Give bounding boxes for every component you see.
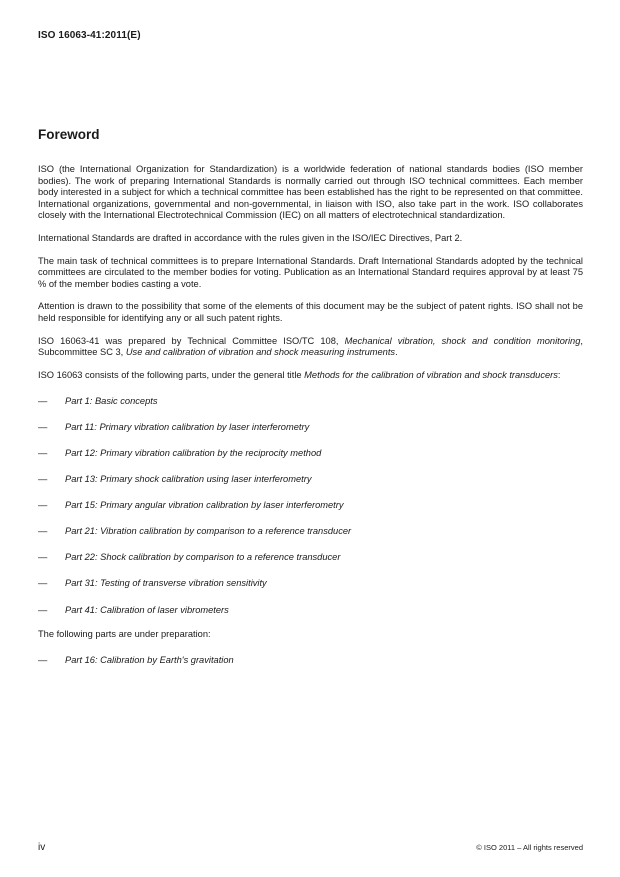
- list-item-text: Part 41: Calibration of laser vibrometers: [65, 604, 229, 615]
- foreword-paragraph-3: The main task of technical committees is to prepare International Standards. Draft International Standards adopted by the technical committees are circulated to the member bodies for voting. Publication as an International Standard requires approval by at least 75 % of the member bodies casting a vote.: [38, 255, 583, 289]
- list-item-text: Part 13: Primary shock calibration using laser interferometry: [65, 474, 312, 485]
- foreword-paragraph-4: Attention is drawn to the possibility that some of the elements of this document may be the subject of patent rights. ISO shall not be held responsible for identifying any or all such patent rights.: [38, 301, 583, 323]
- document-header: ISO 16063-41:2011(E): [38, 30, 141, 41]
- foreword-paragraph-5: [38, 336, 583, 359]
- list-dash: —: [38, 395, 48, 406]
- list-item-text: Part 31: Testing of transverse vibration sensitivity: [65, 578, 267, 589]
- parts-list-item: [38, 396, 583, 408]
- under-preparation-list: [38, 655, 583, 667]
- parts-list-item: [38, 605, 583, 617]
- foreword-paragraph-2: International Standards are drafted in accordance with the rules given in the ISO/IEC Directives, Part 2.: [38, 232, 463, 243]
- parts-list-item: [38, 422, 583, 434]
- parts-list-item: [38, 526, 583, 538]
- under-preparation-item: [38, 655, 583, 667]
- list-dash: —: [38, 421, 48, 432]
- page-title: Foreword: [38, 127, 100, 142]
- paragraph-5-text: .: [395, 347, 398, 358]
- parts-list-item: [38, 578, 583, 590]
- list-item-text: Part 21: Vibration calibration by comparison to a reference transducer: [65, 526, 352, 537]
- list-item-text: Part 15: Primary angular vibration calibration by laser interferometry: [65, 500, 344, 511]
- list-item-text: Part 12: Primary vibration calibration by the reciprocity method: [65, 448, 322, 458]
- page-number: iv: [38, 842, 46, 853]
- list-dash: —: [38, 552, 48, 563]
- under-preparation-intro: The following parts are under preparation:: [38, 629, 211, 640]
- paragraph-5-text: , Subcommittee SC 3,: [38, 335, 583, 358]
- paragraph-6-text: :: [557, 369, 561, 380]
- parts-list-item: [38, 552, 583, 564]
- list-dash: —: [38, 474, 48, 485]
- list-item-text: Part 11: Primary vibration calibration by laser interferometry: [65, 421, 310, 432]
- parts-list-item: [38, 500, 583, 512]
- copyright-notice: © ISO 2011 – All rights reserved: [476, 843, 583, 852]
- foreword-paragraph-1: ISO (the International Organization for Standardization) is a worldwide federation of national standards bodies (ISO member bodies). The work of preparing International Standards is normally carried out through ISO technical committees. Each member body interested in a subject for which a technical committee has been established has the right to be represented on that committee. International organizations, governmental and non-governmental, in liaison with ISO, also take part in the work. ISO collaborates closely with the International Electrotechnical Commission (IEC) on all matters of electrotechnical standardization.: [38, 164, 583, 221]
- committee-name-italic: Mechanical vibration, shock and condition monitoring: [344, 335, 581, 346]
- paragraph-6-text: ISO 16063 consists of the following parts, under the general title: [38, 369, 305, 380]
- list-dash: —: [38, 578, 48, 589]
- subcommittee-name-italic: Use and calibration of vibration and shock measuring instruments: [125, 347, 396, 358]
- parts-list-item: [38, 448, 583, 460]
- list-dash: —: [38, 526, 48, 537]
- parts-list: [38, 396, 583, 616]
- paragraph-5-text: ISO 16063-41 was prepared by Technical Committee ISO/TC 108,: [38, 335, 345, 346]
- list-dash: —: [38, 655, 48, 666]
- page-footer: [38, 842, 583, 853]
- parts-list-item: [38, 474, 583, 486]
- list-dash: —: [38, 500, 48, 511]
- series-title-italic: Methods for the calibration of vibration and shock transducers: [304, 369, 558, 380]
- list-item-text: Part 22: Shock calibration by comparison to a reference transducer: [65, 552, 341, 563]
- list-item-text: Part 16: Calibration by Earth's gravitation: [65, 655, 234, 666]
- list-item-text: Part 1: Basic concepts: [65, 395, 158, 406]
- foreword-paragraph-6: [38, 370, 583, 382]
- list-dash: —: [38, 604, 48, 615]
- list-dash: —: [38, 448, 48, 458]
